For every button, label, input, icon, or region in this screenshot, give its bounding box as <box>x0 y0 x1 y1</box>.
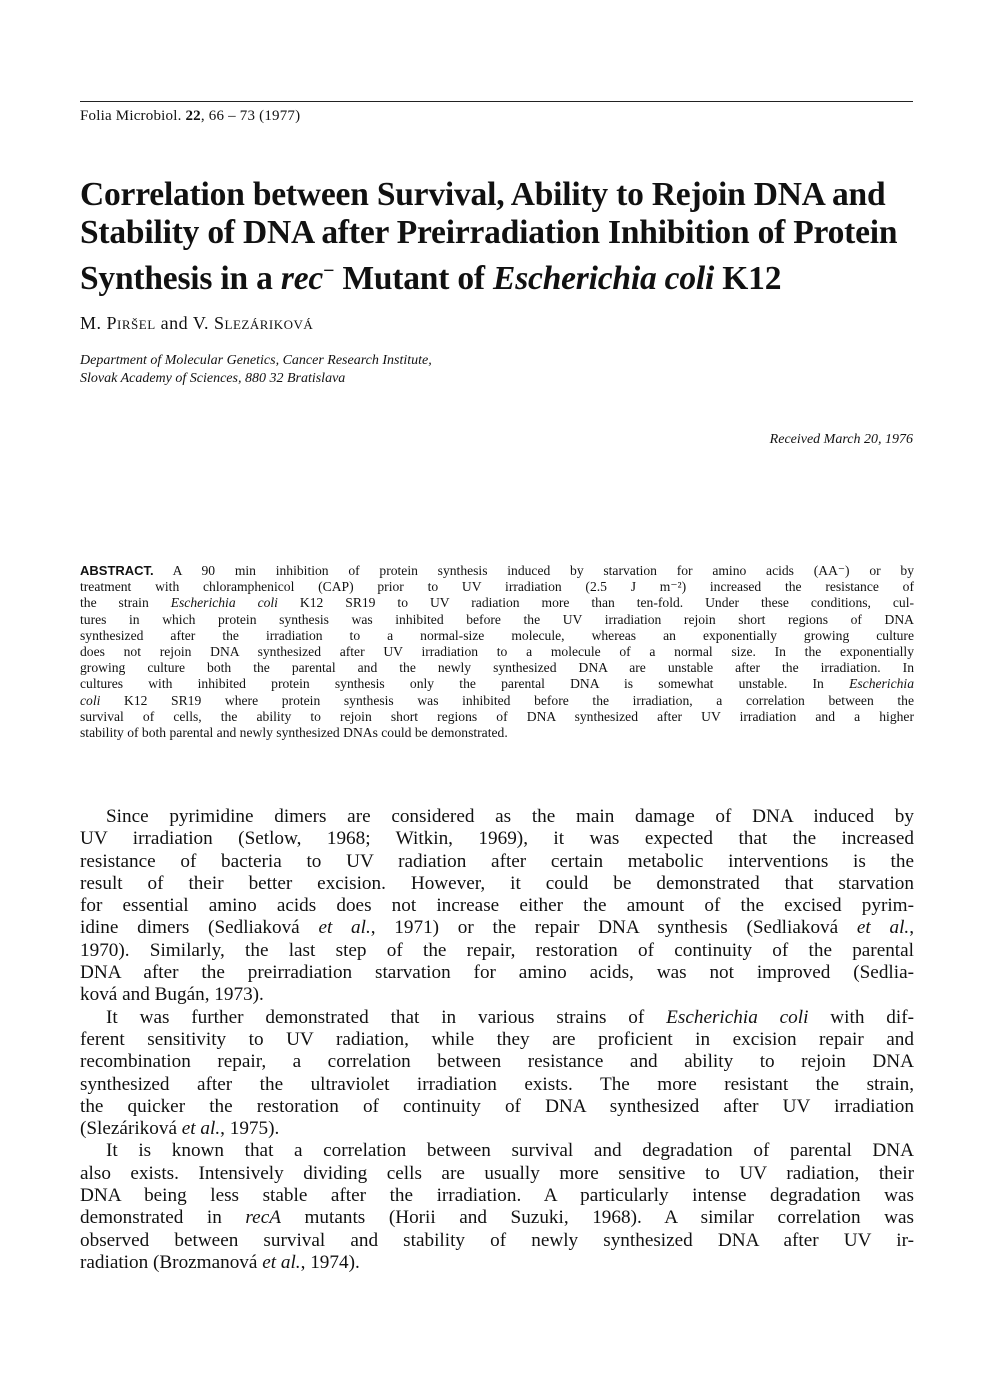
et-al: et al. <box>856 917 910 939</box>
species-name: Escherichia <box>849 676 914 692</box>
abstract-line: survival of cells, the ability to rejoin short regions of DNA synthesized after UV irradiation and a higher <box>80 708 914 724</box>
et-al: et al. <box>181 1118 221 1140</box>
authors <box>80 313 313 334</box>
species-name: coli <box>80 692 101 708</box>
affiliation-line: Department of Molecular Genetics, Cancer Research Institute, <box>80 353 432 368</box>
species-name: Escherichia coli <box>666 1006 809 1028</box>
author-initial: V. <box>192 313 214 333</box>
body-line: Since pyrimidine dimers are considered as the main damage of DNA induced by <box>106 806 914 827</box>
title-rec: rec <box>280 260 324 298</box>
et-al: et al. <box>318 917 371 939</box>
title-text: K12 <box>714 260 782 298</box>
body-text-run: , 1975). <box>220 1118 280 1140</box>
abstract-line <box>80 563 914 579</box>
title-species: Escherichia coli <box>493 260 715 298</box>
body-text-run: It was further demonstrated that in various strains of <box>106 1006 667 1028</box>
abstract-line: growing culture both the parental and the newly synthesized DNA are unstable after the irradiation. In <box>80 660 914 676</box>
title-line-3 <box>80 252 930 298</box>
body-line: It is known that a correlation between survival and degradation of parental DNA <box>106 1140 914 1162</box>
body-line: synthesized after the ultraviolet irradiation exists. The more resistant the strain, <box>80 1073 914 1095</box>
author-name: Piršel <box>106 313 156 333</box>
body-text-run: mutants (Horii and Suzuki, 1968). A similar correlation was <box>280 1207 914 1229</box>
abstract-text: A 90 min inhibition of protein synthesis induced by starvation for amino acids (AA⁻) or by <box>153 563 914 578</box>
abstract-line: stability of both parental and newly synthesized DNAs could be demonstrated. <box>80 725 508 741</box>
abstract-line: tures in which protein synthesis was inhibited before the UV irradiation rejoin short regions of DNA <box>80 611 914 627</box>
abstract-line <box>80 693 914 709</box>
author-initial: M. <box>80 313 107 333</box>
abstract-text: cultures with inhibited protein synthesis only the parental DNA is somewhat unstable. In <box>80 676 850 692</box>
body-line: DNA after the preirradiation starvation for amino acids, was not improved (Sedlia- <box>80 962 914 984</box>
gene-name: recA <box>245 1207 281 1229</box>
title-text: Mutant of <box>334 260 494 298</box>
body-line: for essential amino acids does not increase either the amount of the excised pyrim- <box>80 895 914 917</box>
body-line: recombination repair, a correlation between resistance and ability to rejoin DNA <box>80 1051 914 1073</box>
body-text-run: (Slezáriková <box>80 1118 182 1140</box>
header-rule <box>80 101 913 102</box>
body-text-run: demonstrated in <box>80 1207 246 1229</box>
title-line-2: Stability of DNA after Preirradiation Inhibition of Protein <box>80 214 898 251</box>
species-name: Escherichia coli <box>170 595 278 611</box>
title-line-1: Correlation between Survival, Ability to Rejoin DNA and <box>80 176 886 213</box>
body-line <box>80 1207 914 1229</box>
body-line: 1970). Similarly, the last step of the repair, restoration of continuity of the parental <box>80 939 914 961</box>
abstract-line: treatment with chloramphenicol (CAP) prior to UV irradiation (2.5 J m⁻²) increased the resistance of <box>80 579 914 595</box>
author-name: Slezáriková <box>214 313 314 333</box>
body-text-run: , 1971) or the repair DNA synthesis (Sedliaková <box>370 917 857 939</box>
affiliation-line: Slovak Academy of Sciences, 880 32 Bratislava <box>80 371 346 386</box>
body-line <box>80 917 914 939</box>
abstract-line: synthesized after the irradiation to a normal-size molecule, whereas an exponentially growing culture <box>80 627 914 643</box>
body-line: also exists. Intensively dividing cells are usually more sensitive to UV radiation, their <box>80 1162 914 1184</box>
body-text-run: with dif- <box>808 1006 914 1028</box>
body-line <box>80 1007 914 1029</box>
abstract-text: K12 SR19 to UV radiation more than ten-fold. Under these conditions, cul- <box>277 595 915 611</box>
body-line: ferent sensitivity to UV radiation, while they are proficient in excision repair and <box>80 1028 914 1050</box>
abstract-text: the strain <box>80 595 171 611</box>
body-text <box>80 806 914 1274</box>
body-text-run: , 1974). <box>300 1251 360 1273</box>
body-line <box>80 1252 914 1274</box>
body-line: resistance of bacteria to UV radiation after certain metabolic interventions is the <box>80 850 914 872</box>
body-line: ková and Bugán, 1973). <box>80 984 264 1006</box>
abstract-line: does not rejoin DNA synthesized after UV irradiation to a molecule of a normal size. In the exponentially <box>80 644 914 660</box>
journal-citation <box>80 108 300 125</box>
journal-volume: 22 <box>185 108 201 124</box>
body-text-run: , <box>909 917 914 939</box>
body-text-run: idine dimers (Sedliaková <box>80 917 319 939</box>
title-text: Synthesis in a <box>80 260 281 298</box>
body-line: the quicker the restoration of continuity of DNA synthesized after UV irradiation <box>80 1095 914 1117</box>
received-date: Received March 20, 1976 <box>769 432 913 447</box>
body-line: UV irradiation (Setlow, 1968; Witkin, 1969), it was expected that the increased <box>80 828 914 850</box>
abstract-line <box>80 595 914 611</box>
affiliation <box>80 352 432 388</box>
body-text-run: radiation (Brozmanová <box>80 1251 263 1273</box>
abstract-label: ABSTRACT. <box>80 563 154 578</box>
et-al: et al. <box>262 1251 301 1273</box>
body-line: DNA being less stable after the irradiation. A particularly intense degradation was <box>80 1185 914 1207</box>
body-line <box>80 1118 914 1140</box>
body-line: observed between survival and stability of newly synthesized DNA after UV ir- <box>80 1229 914 1251</box>
author-conjunction: and <box>155 313 193 333</box>
body-line: result of their better excision. However, it could be demonstrated that starvation <box>80 872 914 894</box>
title-sup: − <box>323 260 335 282</box>
abstract-line <box>80 676 914 692</box>
abstract <box>80 563 914 741</box>
abstract-text: K12 SR19 where protein synthesis was inhibited before the irradiation, a correlation between the <box>100 692 914 708</box>
journal-pages-year: , 66 – 73 (1977) <box>200 108 301 124</box>
article-title <box>80 176 930 298</box>
journal-name: Folia Microbiol. <box>80 108 186 124</box>
